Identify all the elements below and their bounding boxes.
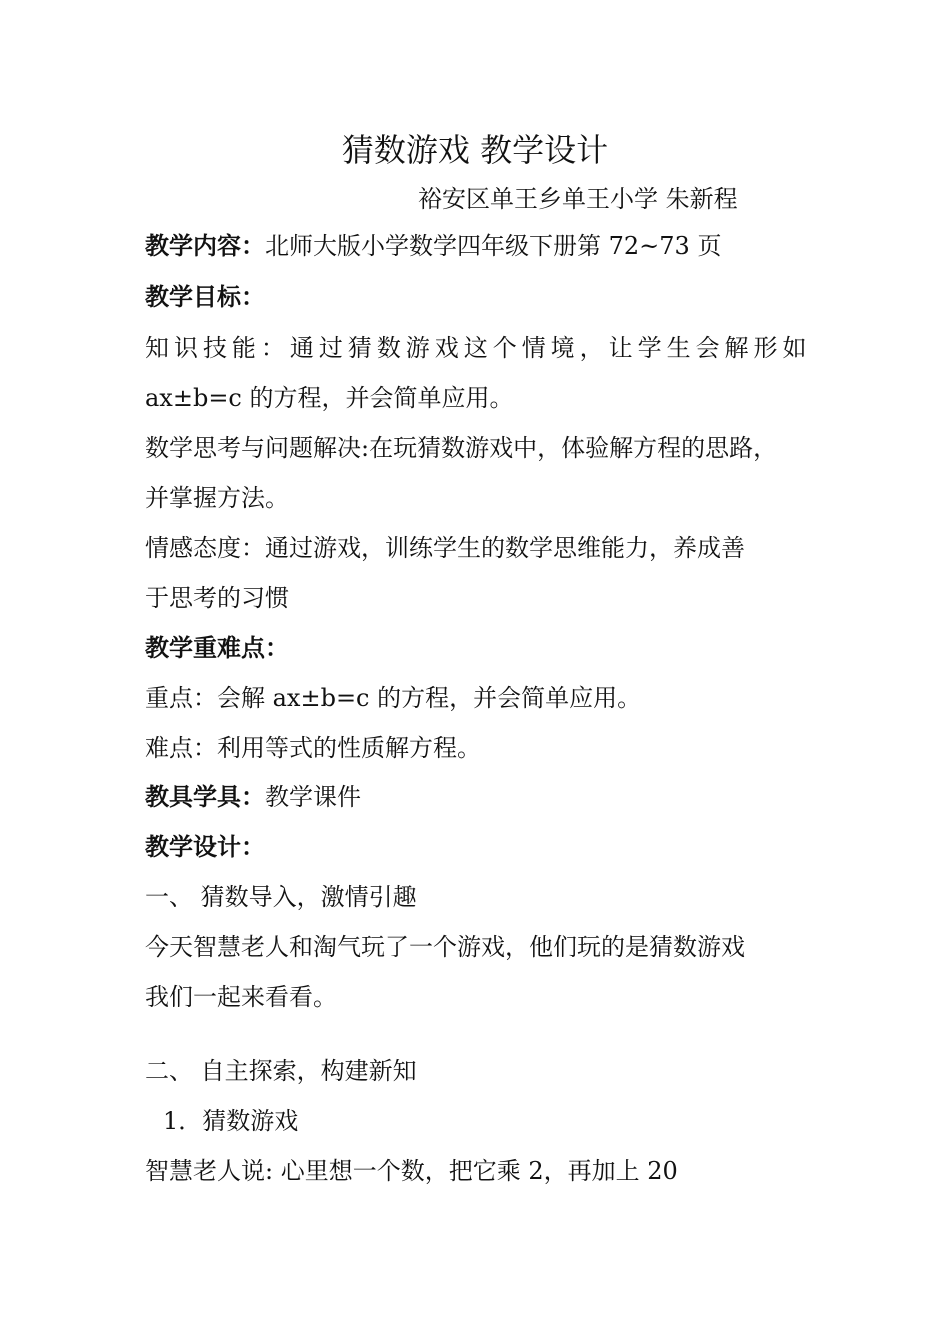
document-title: 猜数游戏 教学设计 [341,131,609,169]
step1-text-line-1: 今天智慧老人和淘气玩了一个游戏，他们玩的是猜数游戏 [145,933,745,961]
goals-label: 教学目标： [145,282,265,311]
goal-thinking-line-1: 数学思考与问题解决:在玩猜数游戏中，体验解方程的思路， [145,434,778,462]
goal-knowledge-line-2: ax±b=c 的方程，并会简单应用。 [145,384,514,412]
tools-label: 教具学具： [145,782,265,811]
content-value: 北师大版小学数学四年级下册第 72~73 页 [265,232,722,260]
goal-emotion-line-1: 情感态度：通过游戏，训练学生的数学思维能力，养成善 [145,534,745,562]
step2-title: 二、 自主探索，构建新知 [145,1057,417,1085]
content-label: 教学内容： [145,231,265,260]
key-label: 教学重难点： [145,633,289,662]
step1-text-line-2: 我们一起来看看。 [145,983,337,1011]
goal-emotion-line-2: 于思考的习惯 [145,584,289,612]
goal-thinking-line-2: 并掌握方法。 [145,484,289,512]
tools-line [145,781,361,813]
design-label: 教学设计： [145,832,265,861]
step1-title: 一、 猜数导入，激情引趣 [145,883,417,911]
difficult-point: 难点：利用等式的性质解方程。 [145,734,481,762]
goal-knowledge-line-1: 知识技能：通过猜数游戏这个情境，让学生会解形如 [145,334,807,362]
author-line: 裕安区单王乡单王小学 朱新程 [418,185,738,213]
step2-subheading: 1．猜数游戏 [163,1107,299,1135]
tools-value: 教学课件 [265,783,361,811]
content-line [145,230,721,262]
key-point: 重点：会解 ax±b=c 的方程，并会简单应用。 [145,684,642,712]
step2-text-line-1: 智慧老人说: 心里想一个数，把它乘 2，再加上 20 [145,1157,678,1185]
